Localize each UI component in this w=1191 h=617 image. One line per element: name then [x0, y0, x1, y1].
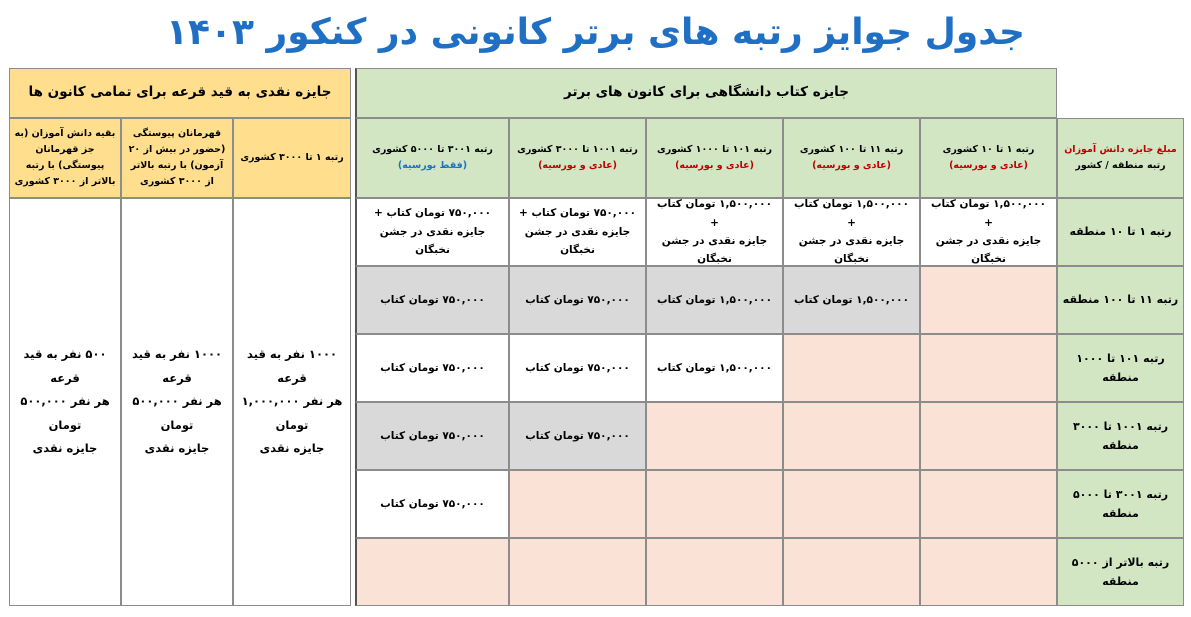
book-column-header: [646, 118, 783, 198]
empty-cell: [783, 538, 920, 606]
prize-cell: [509, 198, 646, 266]
empty-cell: [646, 538, 783, 606]
row-label-text: رتبه ۱ تا ۱۰ منطقه: [1069, 225, 1172, 239]
prize-line-1: ۷۵۰,۰۰۰ تومان کتاب: [380, 429, 485, 442]
prize-line-1: ۷۵۰,۰۰۰ تومان کتاب: [525, 361, 630, 374]
prize-line-1: ۱,۵۰۰,۰۰۰ تومان کتاب: [657, 293, 772, 306]
cash-prize-line-1: ۱۰۰۰ نفر به قید قرعه: [247, 347, 337, 385]
prize-line-1: ۷۵۰,۰۰۰ تومان کتاب: [525, 293, 630, 306]
prize-cell: [509, 334, 646, 402]
row-label-text: رتبه ۱۰۰۱ تا ۳۰۰۰ منطقه: [1072, 419, 1169, 452]
empty-cell: [646, 402, 783, 470]
row-label-text: رتبه ۱۰۱ تا ۱۰۰۰ منطقه: [1076, 351, 1165, 384]
row-label-text: رتبه ۱۱ تا ۱۰۰ منطقه: [1062, 293, 1179, 307]
prize-line-1: ۷۵۰,۰۰۰ تومان کتاب: [380, 497, 485, 510]
row-label: [1057, 334, 1184, 402]
cash-column-header: [9, 118, 121, 198]
cash-prize-cell: [9, 198, 121, 606]
empty-cell: [509, 538, 646, 606]
book-column-note: (عادی و بورسیه): [675, 160, 754, 171]
cash-prize-line-2: هر نفر ۵۰۰,۰۰۰ تومان: [132, 394, 222, 432]
book-column-note: (عادی و بورسیه): [538, 160, 617, 171]
prize-cell: [355, 334, 509, 402]
row-label-text: رتبه بالاتر از ۵۰۰۰ منطقه: [1071, 555, 1170, 588]
row-label: [1057, 538, 1184, 606]
book-column-note: (عادی و بورسیه): [812, 160, 891, 171]
cash-column-label: رتبه ۱ تا ۳۰۰۰ کشوری: [240, 151, 344, 163]
prize-cell: [509, 402, 646, 470]
cash-prize-group-header: [9, 68, 351, 118]
empty-cell: [920, 266, 1057, 334]
prize-line-1: ۱,۵۰۰,۰۰۰ تومان کتاب +: [657, 198, 772, 229]
prize-line-1: ۷۵۰,۰۰۰ تومان کتاب +: [373, 207, 492, 220]
cash-column-label: قهرمانان پیوستگی (حضور در بیش از ۲۰ آزمون) با رتبه بالاتر از ۳۰۰۰ کشوری: [128, 127, 226, 188]
book-column-header: [355, 118, 509, 198]
cash-column-label: بقیه دانش آموزان (به جز قهرمانان پیوستگی) با رتبه بالاتر از ۳۰۰۰ کشوری: [14, 127, 116, 188]
prize-line-1: ۱,۵۰۰,۰۰۰ تومان کتاب: [657, 361, 772, 374]
prize-line-1: ۷۵۰,۰۰۰ تومان کتاب +: [518, 207, 637, 220]
prize-line-1: ۱,۵۰۰,۰۰۰ تومان کتاب +: [931, 198, 1046, 229]
prize-cell: [509, 266, 646, 334]
prize-cell: [646, 334, 783, 402]
prize-cell: [355, 402, 509, 470]
empty-cell: [920, 470, 1057, 538]
prize-cell: [646, 266, 783, 334]
book-column-label: رتبه ۱ تا ۱۰ کشوری: [942, 143, 1035, 155]
cash-prize-line-3: جایزه نقدی: [259, 441, 325, 456]
empty-cell: [783, 334, 920, 402]
book-column-label: رتبه ۱۰۰۱ تا ۳۰۰۰ کشوری: [517, 143, 638, 155]
prize-line-2: جایزه نقدی در جشن نخبگان: [798, 235, 905, 266]
row-label: [1057, 470, 1184, 538]
cash-prize-cell: [121, 198, 233, 606]
empty-cell: [783, 402, 920, 470]
empty-cell: [920, 334, 1057, 402]
prize-line-1: ۷۵۰,۰۰۰ تومان کتاب: [525, 429, 630, 442]
row-header-title: مبلغ جایزه دانش آموزان: [1064, 143, 1177, 155]
empty-cell: [783, 470, 920, 538]
book-column-label: رتبه ۳۰۰۱ تا ۵۰۰۰ کشوری: [372, 143, 493, 155]
prize-line-2: جایزه نقدی در جشن نخبگان: [935, 235, 1042, 266]
prize-cell: [355, 266, 509, 334]
book-prize-group-header: [355, 68, 1057, 118]
row-label: [1057, 266, 1184, 334]
row-label: [1057, 198, 1184, 266]
book-column-header: [783, 118, 920, 198]
book-column-header: [509, 118, 646, 198]
page-title: جدول جوایز رتبه های برتر کانونی در کنکور ۱۴۰۳: [166, 12, 1025, 53]
prize-cell: [646, 198, 783, 266]
cash-prize-line-2: هر نفر ۵۰۰,۰۰۰ تومان: [20, 394, 110, 432]
empty-cell: [646, 470, 783, 538]
empty-cell: [920, 538, 1057, 606]
cash-prize-line-2: هر نفر ۱,۰۰۰,۰۰۰ تومان: [241, 394, 343, 432]
prize-cell: [355, 198, 509, 266]
cash-prize-line-1: ۵۰۰ نفر به قید قرعه: [23, 347, 107, 385]
row-label-text: رتبه ۳۰۰۱ تا ۵۰۰۰ منطقه: [1072, 487, 1169, 520]
book-column-note: (عادی و بورسیه): [949, 160, 1028, 171]
prize-line-1: ۱,۵۰۰,۰۰۰ تومان کتاب: [794, 293, 909, 306]
empty-cell: [355, 538, 509, 606]
prize-line-2: جایزه نقدی در جشن نخبگان: [661, 235, 768, 266]
row-header-subtitle: رتبه منطقه / کشور: [1075, 160, 1166, 171]
cash-column-header: [233, 118, 351, 198]
book-column-label: رتبه ۱۱ تا ۱۰۰ کشوری: [799, 143, 904, 155]
empty-cell: [920, 402, 1057, 470]
book-column-note: (فقط بورسیه): [397, 160, 468, 171]
book-column-header: [920, 118, 1057, 198]
prize-line-1: ۷۵۰,۰۰۰ تومان کتاب: [380, 293, 485, 306]
row-header-title-cell: [1057, 118, 1184, 198]
cash-prize-cell: [233, 198, 351, 606]
prize-line-1: ۱,۵۰۰,۰۰۰ تومان کتاب +: [794, 198, 909, 229]
cash-prize-line-3: جایزه نقدی: [32, 441, 98, 456]
prize-cell: [920, 198, 1057, 266]
cash-prize-line-3: جایزه نقدی: [144, 441, 210, 456]
cash-prize-line-1: ۱۰۰۰ نفر به قید قرعه: [132, 347, 222, 385]
row-label: [1057, 402, 1184, 470]
prize-cell: [783, 198, 920, 266]
prize-cell: [355, 470, 509, 538]
empty-cell: [509, 470, 646, 538]
cash-prize-group-label: جایزه نقدی به قید قرعه برای تمامی کانون ها: [28, 84, 332, 101]
cash-column-header: [121, 118, 233, 198]
book-prize-group-label: جایزه کتاب دانشگاهی برای کانون های برتر: [564, 84, 849, 101]
prize-line-2: جایزه نقدی در جشن نخبگان: [379, 225, 486, 257]
prize-line-2: جایزه نقدی در جشن نخبگان: [524, 225, 631, 257]
prize-cell: [783, 266, 920, 334]
prize-line-1: ۷۵۰,۰۰۰ تومان کتاب: [380, 361, 485, 374]
book-column-label: رتبه ۱۰۱ تا ۱۰۰۰ کشوری: [657, 143, 772, 155]
